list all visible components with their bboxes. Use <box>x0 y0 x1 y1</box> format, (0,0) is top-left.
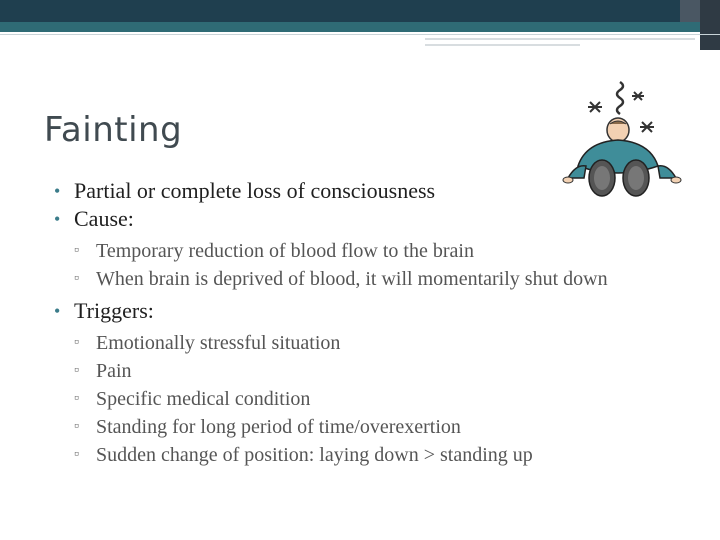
sub-bullet-item <box>74 441 694 469</box>
bullet-item <box>54 205 694 293</box>
bullet-item <box>54 297 694 469</box>
sub-bullet-marker: ▫ <box>74 447 79 462</box>
sub-bullet-marker: ▫ <box>74 335 79 350</box>
bullet-item <box>54 177 694 205</box>
slide-title: Fainting <box>44 110 183 150</box>
sub-bullet-list <box>74 329 694 469</box>
bullet-marker: • <box>54 301 61 321</box>
header-band-teal <box>0 22 720 32</box>
sub-bullet-item <box>74 385 694 413</box>
header-accent-line-2 <box>425 44 580 46</box>
sub-bullet-text: Standing for long period of time/overexertion <box>96 416 461 438</box>
sub-bullet-item <box>74 413 694 441</box>
sub-bullet-marker: ▫ <box>74 391 79 406</box>
sub-bullet-text: When brain is deprived of blood, it will momentarily shut down <box>96 268 608 290</box>
sub-bullet-text: Emotionally stressful situation <box>96 332 341 354</box>
header-corner-block-2 <box>700 0 720 50</box>
sub-bullet-marker: ▫ <box>74 419 79 434</box>
bullet-text: Triggers: <box>74 298 154 323</box>
bullet-text: Cause: <box>74 206 134 231</box>
sub-bullet-item <box>74 237 694 265</box>
sub-bullet-item <box>74 329 694 357</box>
sub-bullet-item <box>74 357 694 385</box>
sub-bullet-item <box>74 265 694 293</box>
sub-bullet-marker: ▫ <box>74 243 79 258</box>
bullet-list <box>54 177 694 473</box>
header-divider <box>0 34 720 35</box>
sub-bullet-list <box>74 237 694 293</box>
header-band-dark <box>0 0 720 22</box>
header-corner-block <box>680 0 700 22</box>
sub-bullet-text: Sudden change of position: laying down > standing up <box>96 444 533 466</box>
bullet-marker: • <box>54 181 61 201</box>
sub-bullet-text: Pain <box>96 360 132 382</box>
sub-bullet-text: Temporary reduction of blood flow to the brain <box>96 240 474 262</box>
sub-bullet-marker: ▫ <box>74 363 79 378</box>
bullet-text: Partial or complete loss of consciousness <box>74 178 436 203</box>
header-accent-line <box>425 38 695 40</box>
sub-bullet-marker: ▫ <box>74 271 79 286</box>
sub-bullet-text: Specific medical condition <box>96 388 311 410</box>
bullet-marker: • <box>54 209 61 229</box>
